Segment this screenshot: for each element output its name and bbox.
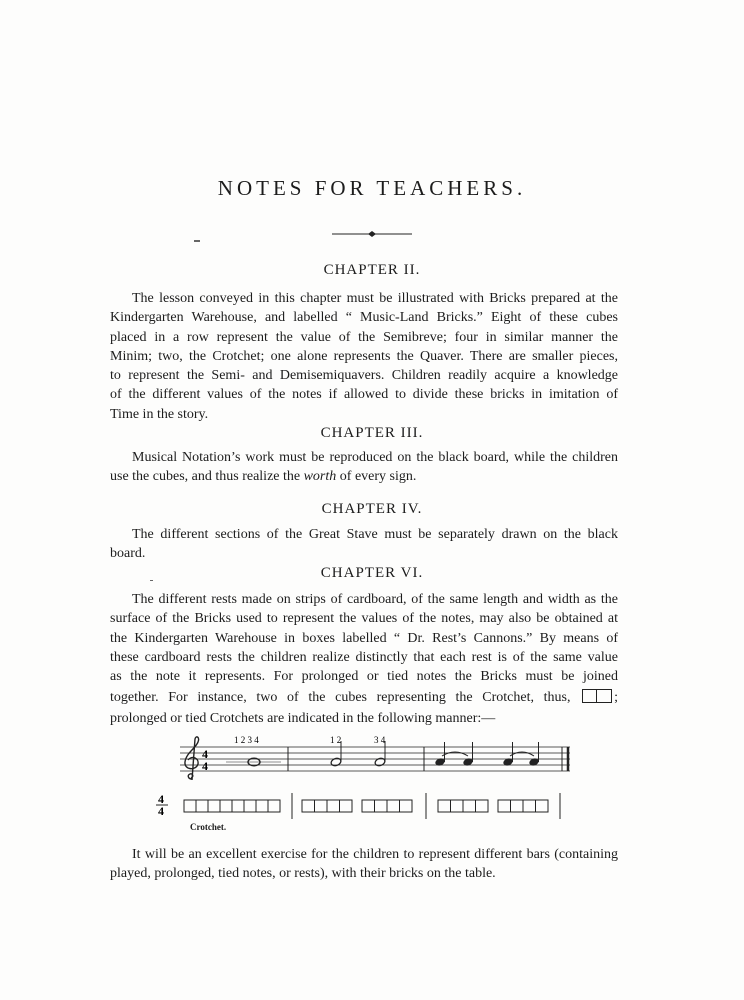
chapter-4-paragraph [110, 525, 618, 564]
text-line: prolonged or tied Crotchets are indicated in the following manner:— [110, 711, 496, 727]
staff-lines [180, 747, 570, 771]
text-line: use the cubes, and thus realize the worth of every sign. [110, 469, 417, 485]
text-line: Minim; two, the Crotchet; one alone represents the Quaver. There are smaller pieces, [110, 348, 618, 364]
treble-clef-icon [185, 737, 199, 780]
text-line: board. [110, 546, 146, 562]
count-bar-2a: 1 2 [330, 735, 342, 745]
text-line: Musical Notation’s work must be reproduced on the black board, while the children [132, 450, 618, 465]
ink-speck [194, 240, 200, 242]
text-line: together. For instance, two of the cubes representing the Crotchet, thus, ; [110, 690, 618, 706]
brick-time-sig-top: 4 [158, 792, 164, 806]
bricks-bar-1 [184, 800, 280, 812]
text-line: of the different values of the notes if allowed to divide these bricks in imitation of [110, 387, 618, 403]
minim-note [374, 757, 386, 767]
crotchet-caption: Crotchet. [190, 822, 227, 832]
text-line: to represent the Semi- and Demisemiquavers. Children readily acquire a knowledge [110, 368, 618, 384]
text-line: It will be an excellent exercise for the children to represent different bars (containing [132, 847, 618, 862]
chapter-heading: CHAPTER VI. [320, 565, 424, 581]
page-title: NOTES FOR TEACHERS. [217, 176, 527, 200]
text-line: as the note it represents. For prolonged or tied notes the Bricks must be joined [110, 669, 618, 685]
text-line: The lesson conveyed in this chapter must be illustrated with Bricks prepared at the [132, 291, 618, 306]
minim-note [330, 757, 342, 767]
text-line: these cardboard rests the children realize distinctly that each rest is of the same value [110, 649, 618, 665]
closing-paragraph [110, 845, 618, 884]
chapter-6-paragraph [110, 590, 618, 729]
text-line: The different rests made on strips of cardboard, of the same length and width as the [132, 592, 618, 607]
count-bar-2b: 3 4 [374, 735, 386, 745]
chapter-heading: CHAPTER II. [323, 262, 421, 278]
text-line: The different sections of the Great Stave must be separately drawn on the black [132, 527, 618, 542]
time-sig-bottom: 4 [202, 759, 208, 773]
brick-time-sig-bottom: 4 [158, 804, 164, 818]
music-example [150, 735, 580, 825]
text-line: surface of the Bricks used to represent the values of the notes, may also be obtained at [110, 611, 618, 627]
count-bar-1: 1 2 3 4 [234, 735, 259, 745]
text-line: Time in the story. [110, 406, 209, 422]
bricks-bar-3 [438, 800, 548, 812]
text-line: the Kindergarten Warehouse in boxes labelled “ Dr. Rest’s Cannons.” By means of [110, 630, 618, 646]
text-line: placed in a row represent the value of the Semibreve; four in similar manner the [110, 329, 618, 345]
crotchet-brick-icon [582, 689, 612, 703]
time-sig-top: 4 [202, 747, 208, 761]
chapter-heading: CHAPTER III. [320, 425, 424, 441]
tied-crotchets [434, 742, 539, 767]
chapter-3-paragraph [110, 448, 618, 487]
bricks-bar-2 [302, 800, 412, 812]
chapter-heading: CHAPTER IV. [321, 501, 423, 517]
text-line: played, prolonged, tied notes, or rests), with their bricks on the table. [110, 866, 496, 882]
chapter-2-paragraph [110, 289, 618, 424]
ornament-rule [332, 228, 412, 240]
text-line: Kindergarten Warehouse, and labelled “ Music-Land Bricks.” Eight of these cubes [110, 310, 618, 326]
emphasis-worth: worth [303, 469, 337, 485]
